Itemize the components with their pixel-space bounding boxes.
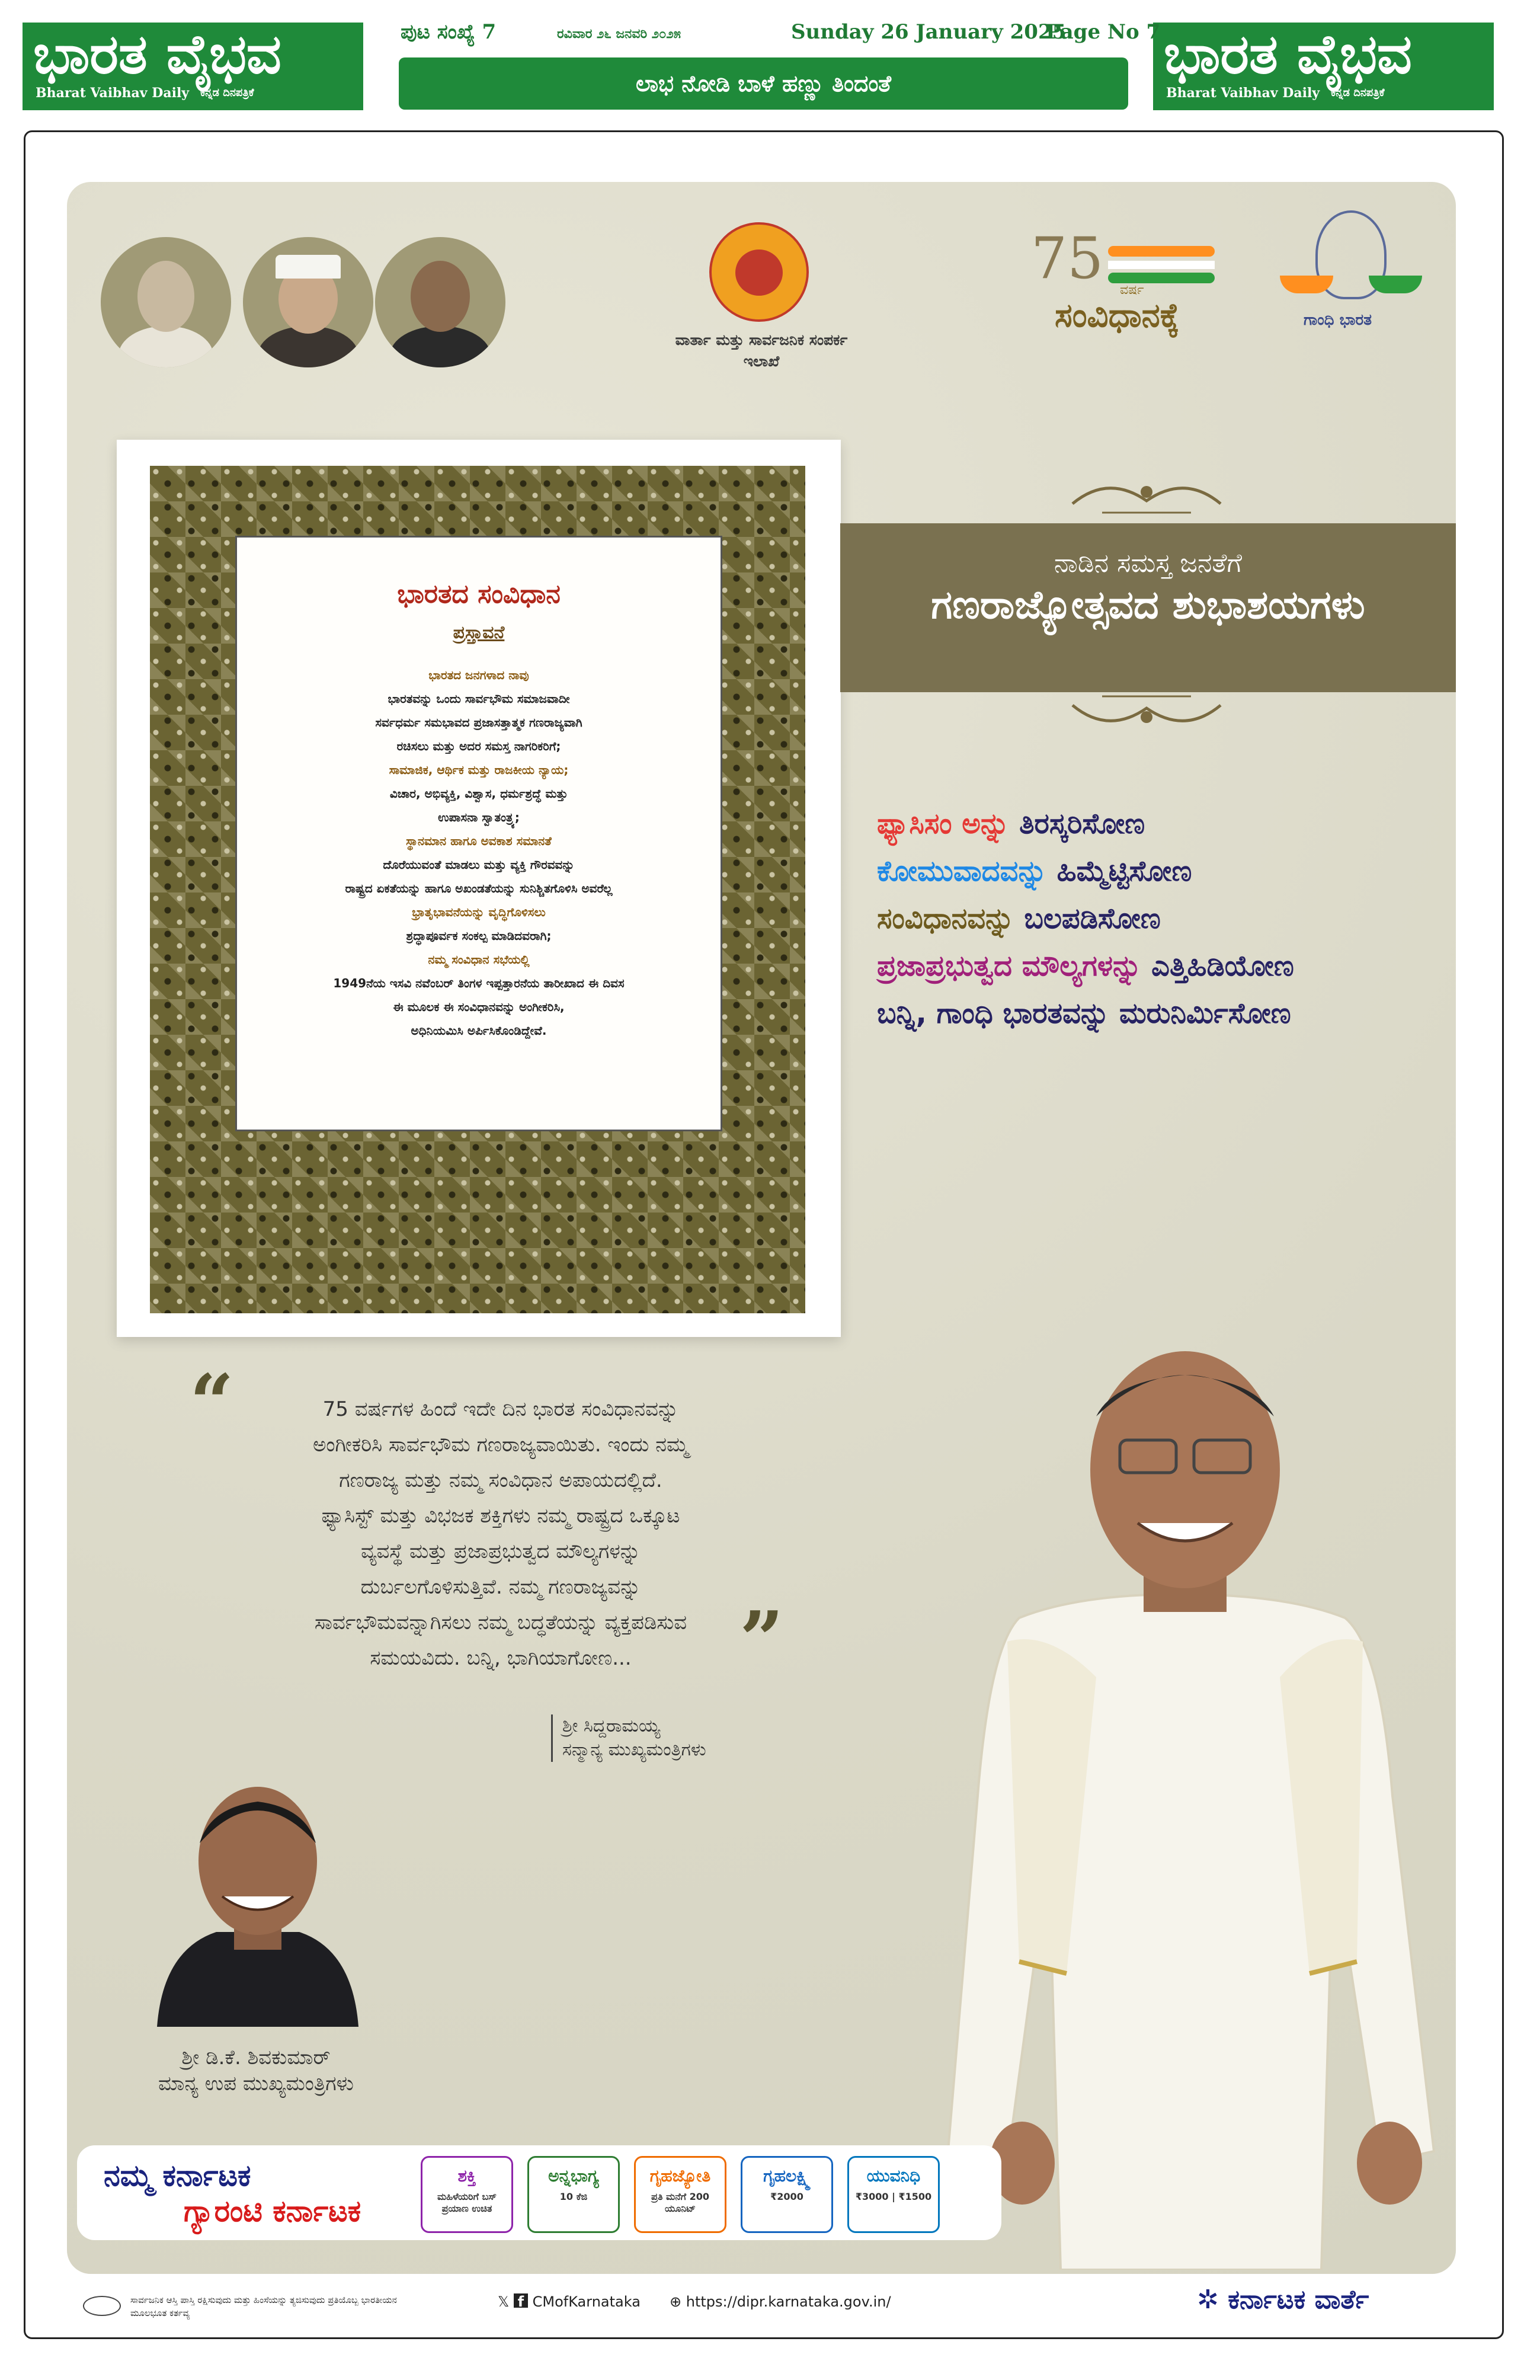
preamble-subtitle: ಪ್ರಸ್ತಾವನೆ [453,622,505,643]
nehru-portrait [243,237,373,367]
scheme-badge [421,2156,513,2233]
preamble-line: ಶ್ರದ್ಧಾಪೂರ್ವಕ ಸಂಕಲ್ಪ ಮಾಡಿದವರಾಗಿ; [406,929,552,943]
slogan-rest: ಹಿಮ್ಮೆಟ್ಟಿಸೋಣ [1046,855,1192,888]
preamble-line: ವಿಚಾರ, ಅಭಿವ್ಯಕ್ತಿ, ವಿಶ್ವಾಸ, ಧರ್ಮಶ್ರದ್ಧೆ ಮತ್ತು [389,786,568,801]
logo-text-kn: ಭಾರತ ವೈಭವ [33,23,281,86]
quote-line: ವ್ಯವಸ್ಥೆ ಮತ್ತು ಪ್ರಜಾಪ್ರಭುತ್ವದ ಮೌಲ್ಯಗಳನ್ನು [360,1540,641,1563]
logo-text-en: Bharat Vaibhav Daily [36,85,190,101]
preamble-line: ಸ್ಥಾನಮಾನ ಹಾಗೂ ಅವಕಾಶ ಸಮಾನತೆ [406,834,552,848]
preamble-line: ದೊರೆಯುವಂತೆ ಮಾಡಲು ಮತ್ತು ವ್ಯಕ್ತಿ ಗೌರವವನ್ನು [383,858,575,872]
preamble-line: ಸಾಮಾಜಿಕ, ಆರ್ಥಿಕ ಮತ್ತು ರಾಜಕೀಯ ನ್ಯಾಯ; [389,763,569,777]
preamble-document [235,536,722,1131]
preamble-line: 1949ನೆಯ ಇಸವಿ ನವೆಂಬರ್ ತಿಂಗಳ ಇಪ್ಪತ್ತಾರನೆಯ ತಾರೀಖಾದ ಈ ದಿವಸ [333,976,625,990]
logo75-number: 75 [1031,225,1104,292]
greeting-band [840,523,1456,692]
page-number-kn: ಪುಟ ಸಂಖ್ಯೆ 7 [401,20,497,44]
scheme-detail: ₹3000 | ₹1500 [855,2191,932,2202]
guarantee-line-1: ನಮ್ಮ ಕರ್ನಾಟಕ [104,2158,251,2193]
top-flourish [1067,468,1227,522]
preamble-line: ಭ್ರಾತೃಭಾವನೆಯನ್ನು ವೃದ್ಧಿಗೊಳಿಸಲು [412,905,546,919]
logo-text-kn: ಭಾರತ ವೈಭವ [1164,23,1412,86]
slogan-line [877,990,1294,1037]
brand-name: ಕರ್ನಾಟಕ ವಾರ್ತೆ [1228,2285,1369,2315]
preamble-line: ನಮ್ಮ ಸಂವಿಧಾನ ಸಭೆಯಲ್ಲಿ [428,952,530,967]
scheme-badge [527,2156,620,2233]
quote-line: ಸಮಯವಿದು. ಬನ್ನಿ, ಭಾಗಿಯಾಗೋಣ... [370,1646,632,1670]
preamble-line: ಉಪಾಸನಾ ಸ್ವಾತಂತ್ರ್ಯ; [438,810,520,824]
deputy-cm-photo [145,1778,370,2027]
quote-line: ಸಾರ್ವಭೌಮವನ್ನಾಗಿಸಲು ನಮ್ಮ ಬದ್ಧತೆಯನ್ನು ವ್ಯಕ್ತಪಡಿಸುವ [314,1611,687,1634]
date-kn: ರವಿವಾರ ೨೬ ಜನವರಿ ೨೦೨೫ [557,26,681,41]
website-link[interactable] [670,2293,891,2310]
slogan-line [877,800,1294,847]
slogan-line [877,847,1294,895]
ashoka-emblem-icon [83,2296,121,2316]
masthead-tagline: ಲಾಭ ನೋಡಿ ಬಾಳೆ ಹಣ್ಣು ತಿಂದಂತೆ [399,57,1128,110]
cm-quote [225,1391,776,1676]
website-url[interactable]: https://dipr.karnataka.gov.in/ [686,2293,891,2310]
slogan-line [877,895,1294,942]
scheme-detail: 10 ಕೆಜಿ [559,2191,588,2202]
preamble-line: ಅಧಿನಿಯಮಿಸಿ ಅರ್ಪಿಸಿಕೊಂಡಿದ್ದೇವೆ. [411,1023,547,1038]
quote-line: ಅಂಗೀಕರಿಸಿ ಸಾರ್ವಭೌಮ ಗಣರಾಜ್ಯವಾಯಿತು. ಇಂದು ನಮ್ಮ [313,1433,689,1457]
scheme-badge [847,2156,940,2233]
slogan-highlight: ಫ್ಯಾಸಿಸಂ ಅನ್ನು [877,807,1010,840]
slogan-rest: ಬಲಪಡಿಸೋಣ [1014,902,1161,935]
scheme-name: ಗೃಹಲಕ್ಷ್ಮಿ [763,2166,811,2186]
guarantee-schemes-bar [77,2145,1001,2240]
quote-line: ದುರ್ಬಲಗೊಳಿಸುತ್ತಿವೆ. ನಮ್ಮ ಗಣರಾಜ್ಯವನ್ನು [360,1575,641,1599]
brand-icon: ✲ [1197,2285,1219,2315]
masthead-logo-left[interactable] [23,23,363,110]
preamble-line: ಭಾರತದ ಜನಗಳಾದ ನಾವು [428,668,529,682]
cm-signature [551,1714,706,1762]
greeting-big: ಗಣರಾಜ್ಯೋತ್ಸವದ ಶುಭಾಶಯಗಳು [931,582,1365,628]
dcm-title: ಮಾನ್ಯ ಉಪ ಮುಖ್ಯಮಂತ್ರಿಗಳು [158,2072,354,2096]
facebook-icon: f [514,2293,528,2308]
bottom-flourish [1067,687,1227,741]
scheme-detail: ₹2000 [770,2191,803,2202]
slogan-highlight: ಕೋಮುವಾದವನ್ನು [877,855,1047,888]
scheme-name: ಅನ್ನಭಾಗ್ಯ [548,2166,599,2186]
karnataka-varthe-brand [1197,2285,1369,2315]
logo-text-en: Bharat Vaibhav Daily [1166,85,1320,101]
logo75-word: ಸಂವಿಧಾನಕ್ಕೆ [1055,296,1180,335]
constitution-preamble-card [117,440,841,1337]
logo-subtitle: ಕನ್ನಡ ದಿನಪತ್ರಿಕೆ [1331,87,1385,99]
preamble-text [237,663,721,1042]
scheme-detail: ಮಹಿಳೆಯರಿಗೆ ಬಸ್ ಪ್ರಯಾಣ ಉಚಿತ [437,2191,497,2214]
close-quote-icon: ” [739,1594,784,1685]
preamble-line: ಈ ಮೂಲಕ ಈ ಸಂವಿಧಾನವನ್ನು ಅಂಗೀಕರಿಸಿ, [393,1000,565,1014]
department-name: ವಾರ್ತಾ ಮತ್ತು ಸಾರ್ವಜನಿಕ ಸಂಪರ್ಕ ಇಲಾಖೆ [675,331,848,370]
slogan-rest: ಮರುನಿರ್ಮಿಸೋಣ [1109,997,1291,1030]
75-years-constitution-logo [1031,225,1232,344]
masthead-logo-right[interactable] [1153,23,1494,110]
scheme-name: ಯುವನಿಧಿ [866,2166,921,2186]
open-quote-icon: “ [190,1357,234,1448]
preamble-line: ಭಾರತವನ್ನು ಒಂದು ಸಾರ್ವಭೌಮ ಸಮಾಜವಾದೀ [388,692,570,706]
gandhi-logo-text: ಗಾಂಧಿ ಭಾರತ [1304,311,1372,329]
date-en: Sunday 26 January 2025 [791,20,1067,44]
cm-title: ಸನ್ಮಾನ್ಯ ಮುಖ್ಯಮಂತ್ರಿಗಳು [562,1739,706,1760]
gandhi-portrait [101,237,231,367]
scheme-badge [634,2156,726,2233]
preamble-line: ರಚಿಸಲು ಮತ್ತು ಅದರ ಸಮಸ್ತ ನಾಗರಿಕರಿಗೆ; [396,739,561,753]
scheme-badge [741,2156,833,2233]
slogan-highlight: ಬನ್ನಿ, ಗಾಂಧಿ ಭಾರತವನ್ನು [877,997,1110,1030]
gandhi-bharat-logo [1268,210,1434,347]
slogan-rest: ಎತ್ತಿಹಿಡಿಯೋಣ [1141,949,1294,983]
x-icon: 𝕏 [498,2293,510,2310]
scheme-name: ಶಕ್ತಿ [457,2166,476,2186]
logo-subtitle: ಕನ್ನಡ ದಿನಪತ್ರಿಕೆ [200,87,254,99]
footer-motto: ಸಾರ್ವಜನಿಕ ಆಸ್ತಿ ಪಾಸ್ತಿ ರಕ್ಷಿಸುವುದು ಮತ್ತು ಹಿಂಸೆಯನ್ನು ತ್ಯಜಿಸುವುದು ಪ್ರತಿಯೊಬ್ಬ ಭಾರತೀಯನ ಮೂಲಭೂತ ಕರ್ತವ್ಯ [83,2293,415,2320]
guarantee-line-2: ಗ್ಯಾರಂಟಿ ಕರ್ನಾಟಕ [184,2194,361,2228]
cm-name: ಶ್ರೀ ಸಿದ್ದರಾಮಯ್ಯ [562,1716,661,1736]
karnataka-govt-emblem [709,222,809,322]
slogan-line [877,942,1294,990]
ambedkar-portrait [375,237,505,367]
scheme-name: ಗೃಹಜ್ಯೋತಿ [649,2166,711,2186]
preamble-line: ಸರ್ವಧರ್ಮ ಸಮಭಾವದ ಪ್ರಜಾಸತ್ತಾತ್ಮಕ ಗಣರಾಜ್ಯವಾಗಿ [375,715,582,730]
greeting-small: ನಾಡಿನ ಸಮಸ್ತ ಜನತೆಗೆ [1054,548,1243,578]
slogan-highlight: ಪ್ರಜಾಪ್ರಭುತ್ವದ ಮೌಲ್ಯಗಳನ್ನು [877,949,1142,983]
dcm-name: ಶ್ರೀ ಡಿ.ಕೆ. ಶಿವಕುಮಾರ್ [181,2046,331,2069]
page-number-en: Page No 7 [1046,20,1161,44]
quote-line: ಫ್ಯಾಸಿಸ್ಟ್ ಮತ್ತು ವಿಭಜಕ ಶಕ್ತಿಗಳು ನಮ್ಮ ರಾಷ್ಟ್ರದ ಒಕ್ಕೂಟ [321,1504,680,1528]
quote-line: ಗಣರಾಜ್ಯ ಮತ್ತು ನಮ್ಮ ಸಂವಿಧಾನ ಅಪಾಯದಲ್ಲಿದೆ. [339,1469,662,1492]
globe-icon: ⊕ [670,2293,682,2310]
logo75-sub: ವರ್ಷ [1120,283,1144,298]
preamble-title: ಭಾರತದ ಸಂವಿಧಾನ [397,579,561,609]
slogan-highlight: ಸಂವಿಧಾನವನ್ನು [877,902,1014,935]
slogan-rest: ತಿರಸ್ಕರಿಸೋಣ [1009,807,1145,840]
slogan-list [877,800,1294,1037]
social-links[interactable] [498,2293,641,2310]
scheme-detail: ಪ್ರತಿ ಮನೆಗೆ 200 ಯೂನಿಟ್ [651,2191,710,2214]
deputy-cm-caption [132,2045,380,2097]
preamble-line: ರಾಷ್ಟ್ರದ ಏಕತೆಯನ್ನು ಹಾಗೂ ಅಖಂಡತೆಯನ್ನು ಸುನಿಶ್ಚಿತಗೊಳಿಸಿ ಅವರೆಲ್ಲ [345,881,613,895]
chief-minister-photo [871,1262,1458,2270]
social-handle[interactable]: CMofKarnataka [532,2293,641,2310]
quote-line: 75 ವರ್ಷಗಳ ಹಿಂದೆ ಇದೇ ದಿನ ಭಾರತ ಸಂವಿಧಾನವನ್ನು [322,1397,679,1421]
